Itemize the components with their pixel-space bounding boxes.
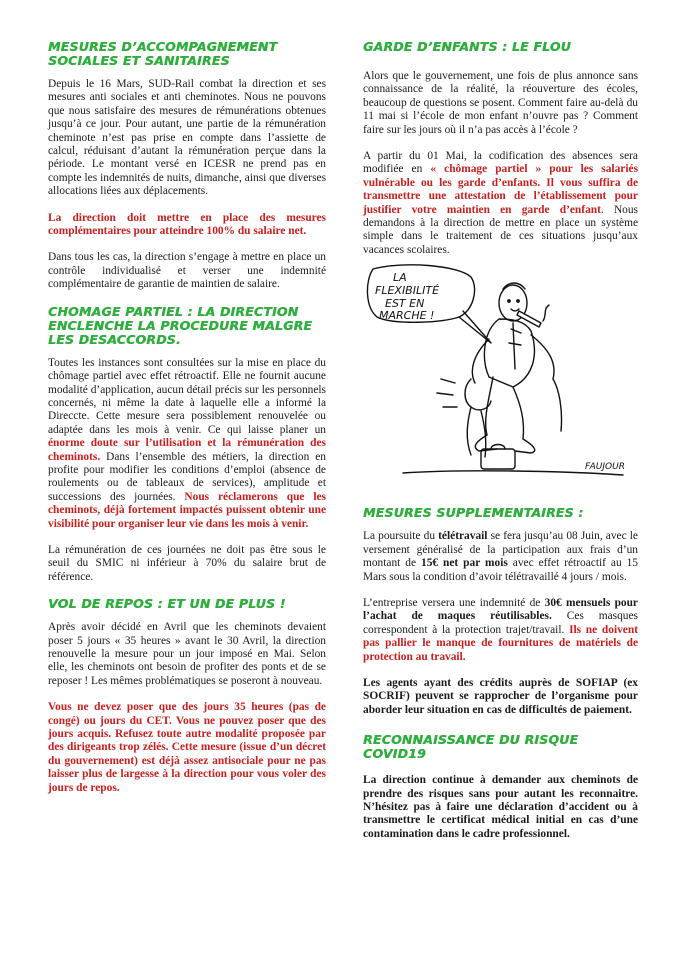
cartoon-illustration (363, 259, 638, 491)
bubble-line-3: EST EN (385, 297, 425, 311)
section-title-risque-covid: RECONNAISSANCE DU RISQUE COVID19 (363, 732, 579, 762)
text-run: se fera jusqu’au 08 Juin, avec le versement généralisé de la participation aux frais d’un montant de (363, 530, 638, 570)
paragraph: Dans tous les cas, la direction s’engage à mettre en place un contrôle individualisé et verser une indemnité complémentaire de garantie de maintien de salaire. (48, 251, 326, 291)
text-run-bold: 30€ mensuels pour l’achat de maques réutilisables. (363, 596, 638, 623)
text-run: L’entreprise versera une indemnité de (363, 596, 545, 609)
paragraph-chomage (48, 357, 326, 531)
text-run: La poursuite du (363, 530, 439, 543)
paragraph: Après avoir décidé en Avril que les cheminots devaient poser 5 jours « 35 heures » avant le 30 Avril, la direction renouvelle la mesure pour un jour imposé en Mai. Selon elle, les cheminots ont besoin de profiter des ponts et de se reposer ! Les mêmes problématiques se poseront à nouveau. (48, 621, 326, 687)
cartoon-signature: FAUJOUR (585, 462, 625, 473)
paragraph: Alors que le gouvernement, une fois de plus annonce sans connaissance de la réalité, la réouverture des écoles, beaucoup de questions se posent. Comment faire au-delà du 11 mai si l’école de mon enfant n’ouvre pas ? Comment faire sur les jours où il n’a pas accès à l’école ? (363, 70, 638, 136)
text-run: Toutes les instances sont consultées sur la mise en place du chômage partiel avec effet rétroactif. Elle ne fournit aucune modalité d’application, aucun détail précis sur les personnels concernés, ni même la date à laquelle elle a informé la Direccte. Cette mesure sera possiblement renouvelée ou adaptée dans les mois à venir. Ce qui laisse planer un (48, 356, 326, 436)
paragraph-covid: La direction continue à demander aux cheminots de prendre des risques sans pour autant les reconnaitre. N’hésitez pas à faire une déclaration d’accident ou à transmettre le certificat médical initial en cas d’une contamination dans le cadre professionnel. (363, 774, 638, 840)
paragraph-teletravail (363, 530, 638, 584)
text-run-bold: télétravail (438, 530, 488, 543)
paragraph: Depuis le 16 Mars, SUD-Rail combat la direction et ses mesures anti sociales et anti cheminotes. Nous ne pouvons que nous satisfaire des mesures de rémunérations obtenues jusqu’à ce jour. Pour autant, une partie de la rémunération cheminote n’est pas prise en compte dans l’assiette de calcul, réduisant d’autant la rémunération perçue dans la période. Le montant versé en ICESR ne prend pas en compte les indemnités de nuits, dimanche, ainsi que diverses allocations liées aux déplacements. (48, 78, 326, 198)
bubble-line-1: LA (393, 271, 407, 285)
highlight-paragraph: La direction doit mettre en place des mesures complémentaires pour atteindre 100% du salaire net. (48, 211, 326, 238)
bubble-line-4: MARCHE ! (379, 309, 435, 323)
paragraph-sofiap: Les agents ayant des crédits auprès de SOFIAP (ex SOCRIF) peuvent se rapprocher de l’organisme pour aborder leur situation en cas de difficultés de paiement. (363, 676, 638, 716)
paragraph-masques (363, 597, 638, 664)
text-run: . Nous demandons à la direction de mettre en place un système simple dans le traitement de ces situations jusqu’aux vacances scolaires. (363, 203, 638, 256)
text-run-highlight: énorme doute sur l’utilisation et la rémunération des cheminots. (48, 437, 326, 463)
highlight-paragraph: Vous ne devez poser que des jours 35 heures (pas de congé) ou jours du CET. Vous ne pouvez poser que des jours acquis. Refusez toute autre modalité proposée par des dirigeants trop zélés. Cette mesure (issue d’un décret du gouvernement) est déjà assez antisociale pour ne pas laisser plus de largesse à la direction pour vous voler des jours de repos. (48, 701, 326, 794)
text-run-highlight: Nous réclamerons que les cheminots, déjà fortement impactés puissent obtenir une visibilité pour organiser leur vie dans les mois à venir. (48, 490, 326, 530)
text-run-bold: 15€ net par mois (421, 557, 508, 570)
text-run: Dans l’ensemble des métiers, la direction en profite pour modifier les conditions d’emploi (absence de roulements ou de tableaux de services), amplitude et successions des journées. (48, 450, 326, 503)
text-run: A partir du 01 Mai, la codification des absences sera modifiée en (363, 150, 638, 176)
section-title-garde-enfants: GARDE D’ENFANTS : LE FLOU (363, 39, 571, 54)
text-run: Ces masques correspondent à la protection trajet/travail. (363, 610, 638, 636)
paragraph: La rémunération de ces journées ne doit pas être sous le seuil du SMIC ni inférieur à 70% du salaire brut de référence. (48, 543, 326, 583)
section-title-mesures-supplementaires: MESURES SUPPLEMENTAIRES : (363, 505, 584, 521)
left-column (48, 40, 326, 795)
bubble-line-2: FLEXIBILITÉ (375, 284, 440, 298)
section-title-chomage-partiel: CHOMAGE PARTIEL : LA DIRECTION ENCLENCHE LA PROCEDURE MALGRE LES DESACCORDS. (48, 303, 313, 347)
text-run-highlight: « chômage partiel » pour les salariés vulnérable ou les garde d’enfants. Il vous suffira de transmettre une attestation de l’établissement pour justifier votre maintien en garde d’enfant (363, 163, 639, 216)
section-title-vol-de-repos: VOL DE REPOS : ET UN DE PLUS ! (48, 596, 286, 612)
paragraph-codification (363, 150, 638, 257)
right-column (363, 40, 638, 841)
section-title-accompagnement: MESURES D’ACCOMPAGNEMENT SOCIALES ET SANITAIRES (48, 39, 278, 68)
text-run: avec effet rétroactif au 15 Mars sous la condition d’avoir télétravaillé 4 jours / mois. (363, 557, 638, 583)
text-run-highlight: Ils ne doivent pas pallier le manque de fournitures de matériels de protection au travail. (363, 623, 638, 663)
